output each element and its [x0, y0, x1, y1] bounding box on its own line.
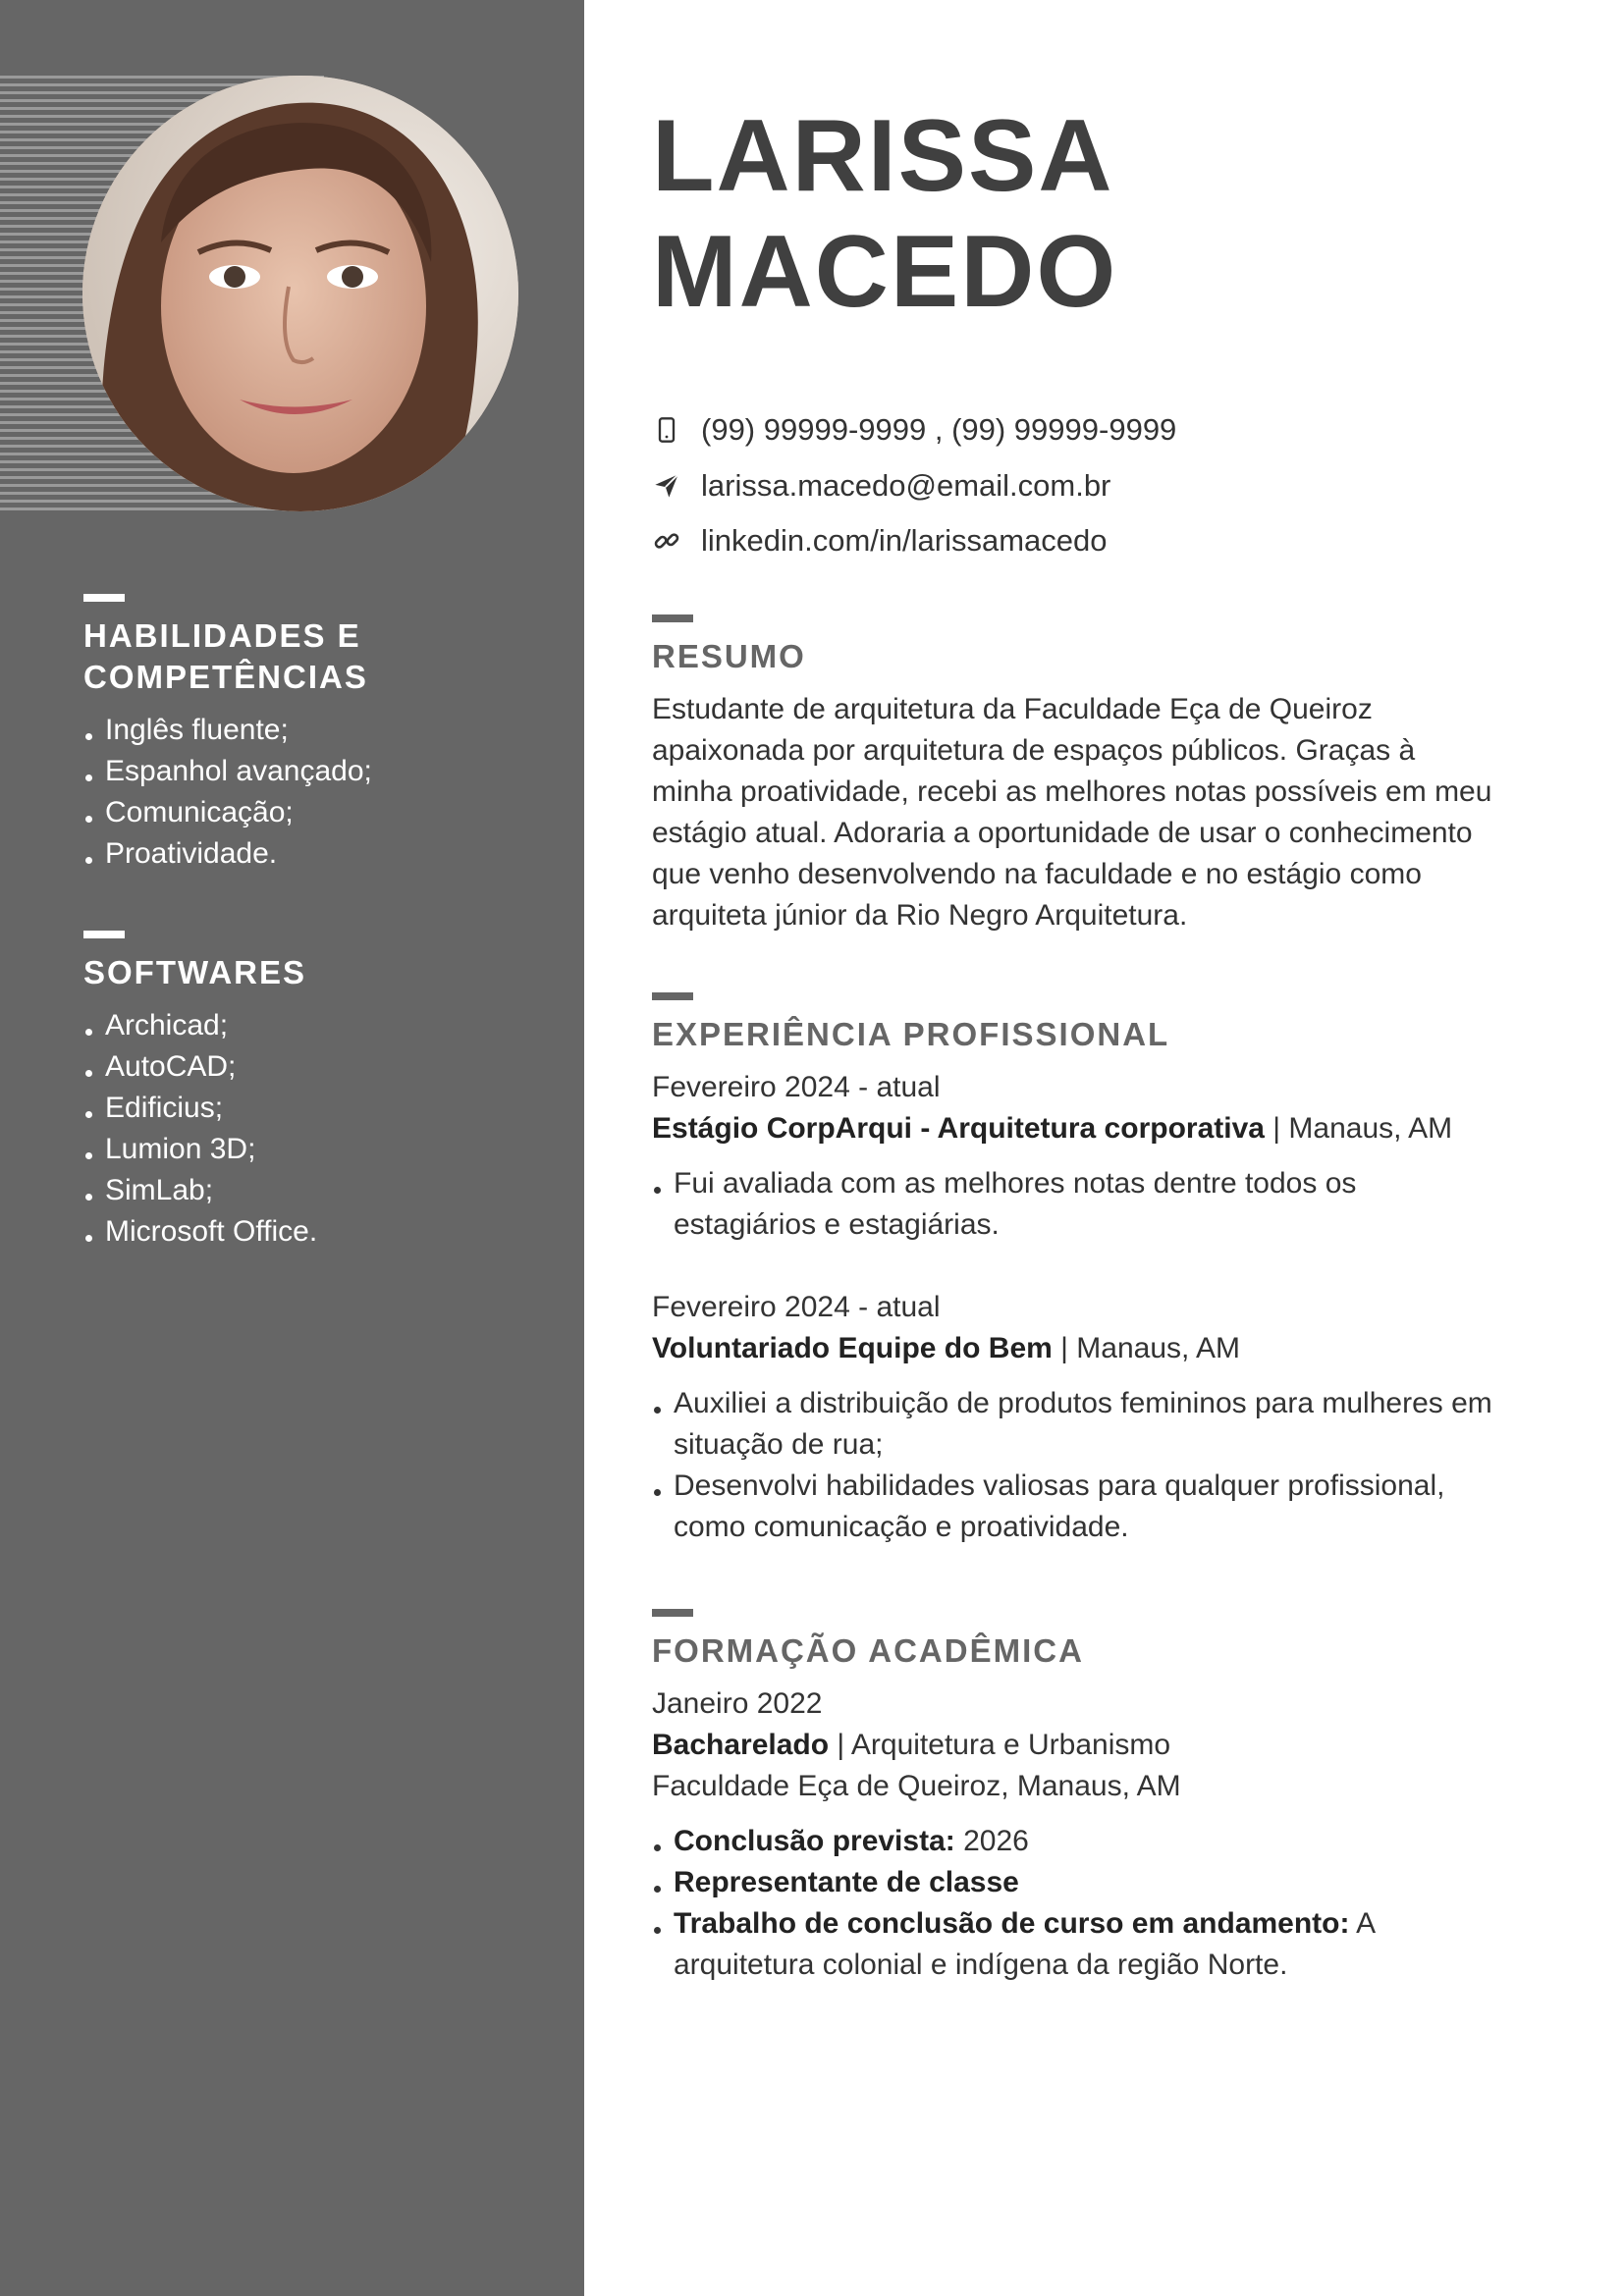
skills-title-line1: HABILIDADES E: [83, 617, 361, 654]
summary-line: apaixonada por arquitetura de espaços públicos. Graças à: [652, 734, 1416, 767]
list-item: [652, 1862, 1565, 1903]
job-role: Voluntariado Equipe do Bem: [652, 1332, 1053, 1364]
list-item: Comunicação;: [83, 792, 545, 833]
list-item: Archicad;: [83, 1005, 545, 1046]
phone-text: (99) 99999-9999 , (99) 99999-9999: [701, 412, 1177, 447]
bullet-label: Conclusão prevista:: [674, 1825, 955, 1857]
education-bullets: [652, 1821, 1565, 1986]
list-item: [652, 1821, 1565, 1862]
list-item: Inglês fluente;: [83, 710, 545, 751]
softwares-title: SOFTWARES: [83, 954, 307, 990]
bullet-line: Auxiliei a distribuição de produtos femininos para mulheres em: [674, 1387, 1492, 1419]
bullet-line: Desenvolvi habilidades valiosas para qualquer profissional,: [674, 1469, 1445, 1502]
list-item: [652, 1466, 1565, 1548]
bullet-line: arquitetura colonial e indígena da região Norte.: [674, 1949, 1288, 1981]
degree-name: Bacharelado: [652, 1729, 830, 1761]
experience-title: EXPERIÊNCIA PROFISSIONAL: [652, 1016, 1170, 1052]
skills-section: [83, 594, 545, 875]
bullet-line: como comunicação e proatividade.: [674, 1511, 1129, 1543]
school-name: Faculdade Eça de Queiroz, Manaus, AM: [652, 1770, 1181, 1802]
list-item: Lumion 3D;: [83, 1129, 545, 1170]
summary-line: estágio atual. Adoraria a oportunidade de usar o conhecimento: [652, 817, 1473, 849]
education-degree: [652, 1725, 1565, 1766]
bullet-value: 2026: [954, 1825, 1029, 1857]
link-icon: [652, 526, 681, 556]
job-heading: [652, 1108, 1565, 1149]
education-date: Janeiro 2022: [652, 1687, 823, 1720]
experience-section: [652, 992, 1565, 1548]
job-bullets: [652, 1383, 1565, 1548]
summary-text: [652, 689, 1565, 936]
section-marker: [652, 1609, 693, 1617]
skills-list: [83, 710, 545, 875]
summary-line: minha proatividade, recebi as melhores notas possíveis em meu: [652, 775, 1492, 808]
bullet-label: Representante de classe: [674, 1866, 1019, 1898]
course-name: | Arquitetura e Urbanismo: [829, 1729, 1171, 1761]
list-item: SimLab;: [83, 1170, 545, 1211]
candidate-name: [652, 98, 1117, 330]
summary-title: RESUMO: [652, 638, 806, 674]
summary-line: arquiteta júnior da Rio Negro Arquitetura.: [652, 899, 1188, 932]
bullet-line: Fui avaliada com as melhores notas dentre todos os: [674, 1167, 1357, 1200]
contact-phone: [652, 410, 1176, 450]
last-name: MACEDO: [652, 215, 1118, 329]
list-item: AutoCAD;: [83, 1046, 545, 1088]
bullet-line: situação de rua;: [674, 1428, 884, 1461]
list-item: [652, 1903, 1565, 1986]
list-item: Proatividade.: [83, 833, 545, 875]
summary-line: Estudante de arquitetura da Faculdade Eça de Queiroz: [652, 693, 1373, 725]
job-heading: [652, 1328, 1565, 1369]
phone-icon: [652, 415, 681, 445]
email-link[interactable]: larissa.macedo@email.com.br: [701, 468, 1111, 503]
section-marker: [652, 614, 693, 622]
softwares-section: [83, 931, 545, 1253]
list-item: Microsoft Office.: [83, 1211, 545, 1253]
linkedin-link[interactable]: linkedin.com/in/larissamacedo: [701, 523, 1108, 558]
job-role: Estágio CorpArqui - Arquitetura corporativa: [652, 1112, 1265, 1145]
contact-email: [652, 466, 1110, 506]
section-marker: [83, 931, 125, 938]
paper-plane-icon: [652, 471, 681, 501]
job-entry: [652, 1067, 1565, 1246]
contact-linkedin: [652, 521, 1108, 561]
list-item: [652, 1383, 1565, 1466]
bullet-line: estagiários e estagiárias.: [674, 1208, 1000, 1241]
education-title: FORMAÇÃO ACADÊMICA: [652, 1632, 1084, 1669]
education-section: [652, 1609, 1565, 1986]
list-item: Edificius;: [83, 1088, 545, 1129]
job-bullets: [652, 1163, 1565, 1246]
job-location: | Manaus, AM: [1264, 1112, 1453, 1145]
section-marker: [652, 992, 693, 1000]
skills-title: [83, 615, 545, 698]
job-entry: [652, 1287, 1565, 1548]
sidebar: [0, 0, 584, 2296]
job-period: Fevereiro 2024 - atual: [652, 1291, 941, 1323]
list-item: Espanhol avançado;: [83, 751, 545, 792]
bullet-label: Trabalho de conclusão de curso em andamento:: [674, 1907, 1350, 1940]
skills-title-line2: COMPETÊNCIAS: [83, 659, 368, 695]
job-period: Fevereiro 2024 - atual: [652, 1071, 941, 1103]
profile-photo: [82, 76, 518, 511]
summary-section: [652, 614, 1565, 936]
bullet-value: A: [1349, 1907, 1377, 1940]
education-entry: [652, 1683, 1565, 1986]
list-item: [652, 1163, 1565, 1246]
summary-line: que venho desenvolvendo na faculdade e no estágio como: [652, 858, 1422, 890]
softwares-list: [83, 1005, 545, 1253]
job-location: | Manaus, AM: [1052, 1332, 1241, 1364]
first-name: LARISSA: [652, 99, 1114, 213]
section-marker: [83, 594, 125, 602]
